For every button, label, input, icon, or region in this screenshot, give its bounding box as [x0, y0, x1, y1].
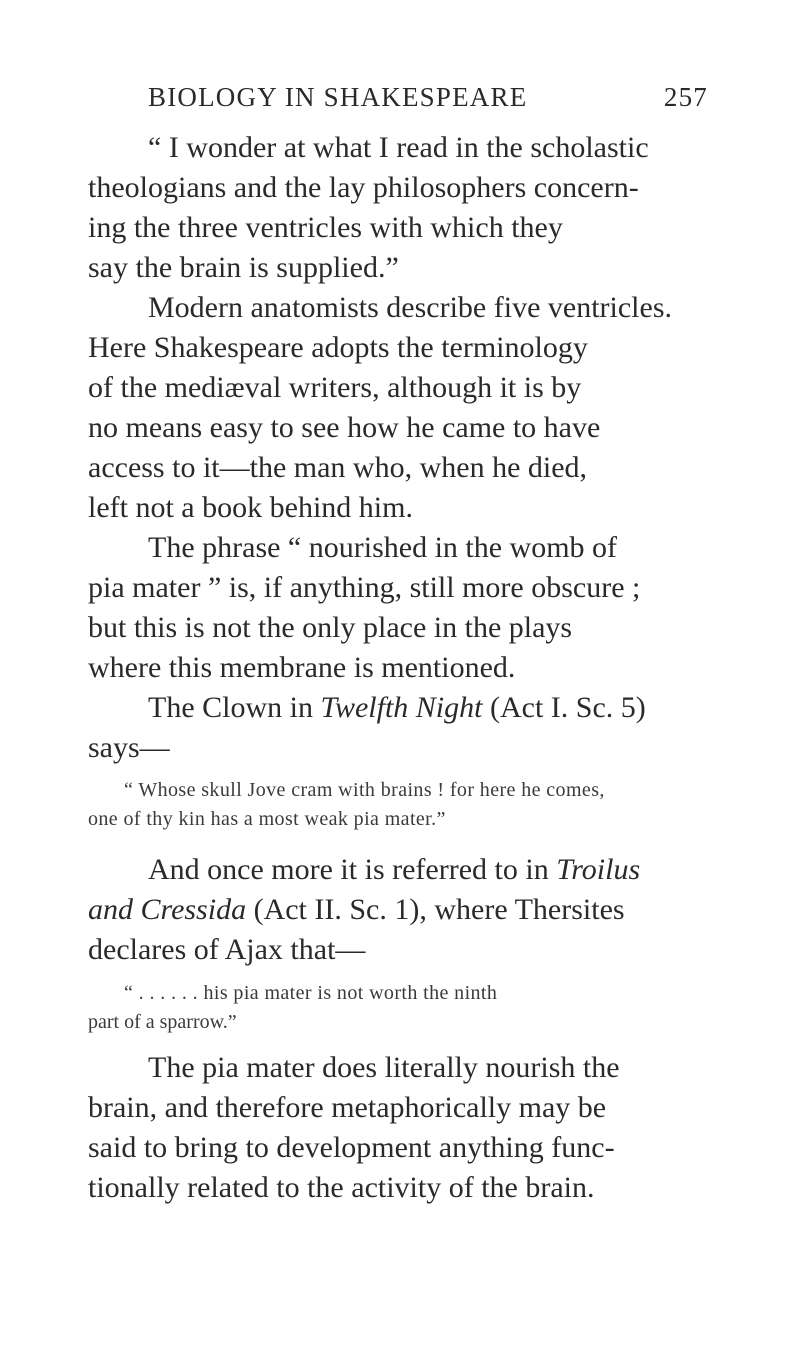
text-run: And once more it is referred to in	[148, 853, 557, 886]
block-quote-line: one of thy kin has a most weak pia mater.”	[88, 808, 446, 830]
text-run: (Act II. Sc. 1), where Thersites	[246, 893, 625, 926]
text-line: where this membrane is mentioned.	[88, 651, 516, 684]
text-run: (Act I. Sc. 5)	[482, 691, 646, 724]
text-run: The Clown in	[148, 691, 321, 724]
text-line: tionally related to the activity of the brain.	[88, 1171, 595, 1204]
text-line: access to it—the man who, when he died,	[88, 451, 588, 484]
text-line: said to bring to development anything func-	[88, 1131, 615, 1164]
block-quote-line: “ . . . . . . his pia mater is not worth the ninth	[124, 982, 498, 1004]
running-head	[148, 82, 708, 122]
text-line: The pia mater does literally nourish the	[148, 1051, 620, 1084]
text-line	[88, 892, 625, 928]
text-line	[148, 852, 640, 888]
text-line: brain, and therefore metaphorically may be	[88, 1091, 607, 1124]
text-line: of the mediæval writers, although it is by	[88, 371, 582, 404]
block-quote-line: part of a sparrow.”	[88, 1011, 237, 1033]
text-line: ing the three ventricles with which they	[88, 211, 563, 244]
text-line: declares of Ajax that—	[88, 933, 366, 966]
running-title: BIOLOGY IN SHAKESPEARE	[148, 82, 528, 112]
play-title: Twelfth Night	[320, 691, 483, 724]
play-title: and Cressida	[88, 893, 247, 926]
text-line: Here Shakespeare adopts the terminology	[88, 331, 588, 364]
text-line: says—	[88, 731, 170, 764]
text-line: pia mater ” is, if anything, still more obscure ;	[88, 571, 641, 604]
block-quote-line: “ Whose skull Jove cram with brains ! for here he comes,	[124, 779, 605, 801]
text-line: no means easy to see how he came to have	[88, 411, 601, 444]
text-line: say the brain is supplied.”	[88, 251, 399, 284]
text-line: theologians and the lay philosophers concern-	[88, 171, 639, 204]
text-line: The phrase “ nourished in the womb of	[148, 531, 618, 564]
page-number: 257	[663, 82, 708, 112]
text-line: Modern anatomists describe five ventricles.	[148, 291, 673, 324]
text-line	[148, 690, 646, 726]
play-title: Troilus	[556, 853, 641, 886]
text-line: “ I wonder at what I read in the scholastic	[148, 131, 649, 164]
text-line: but this is not the only place in the plays	[88, 611, 573, 644]
text-line: left not a book behind him.	[88, 491, 413, 524]
